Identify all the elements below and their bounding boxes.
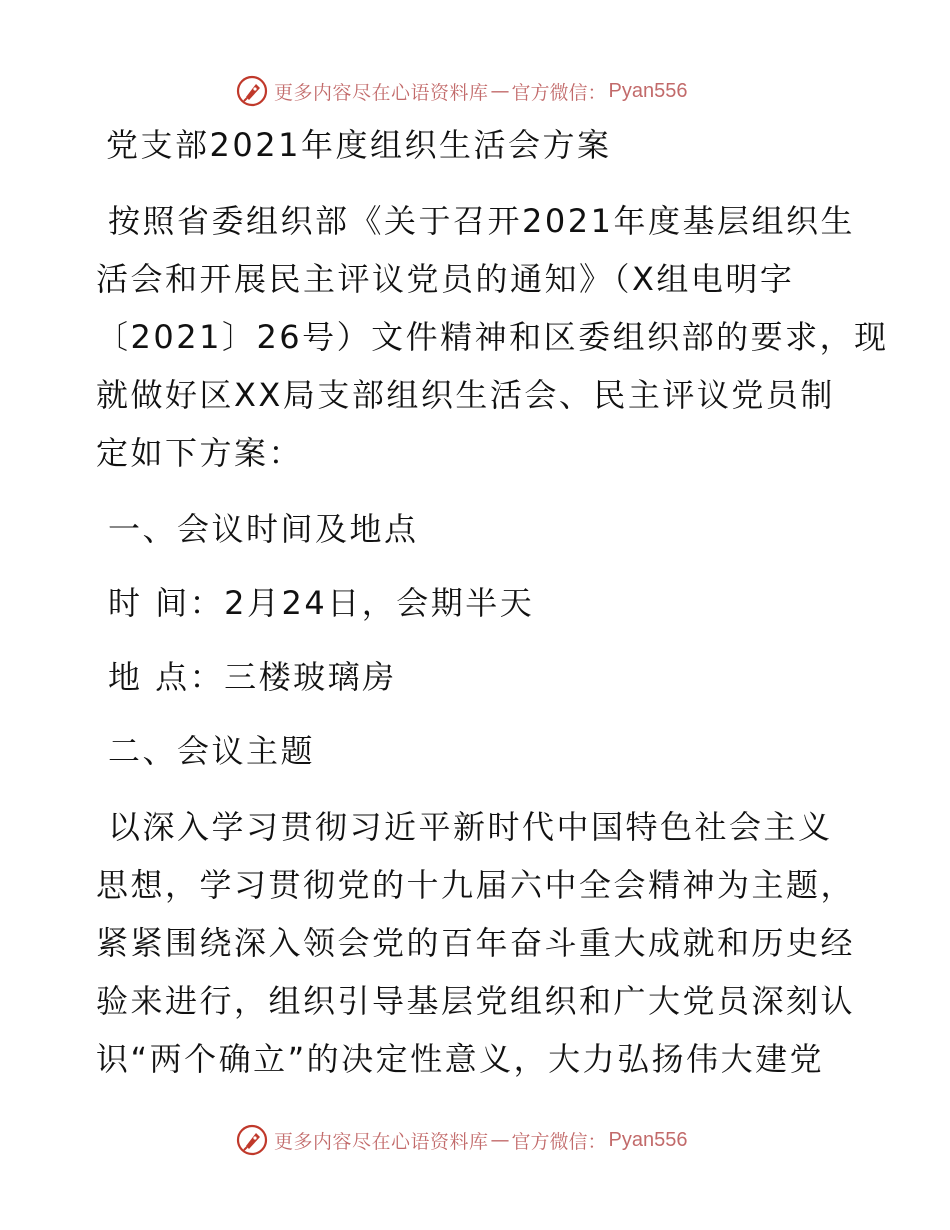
watermark-text: 更多内容尽在心语资料库 xyxy=(274,81,489,104)
watermark-banner-bottom xyxy=(236,1122,688,1158)
intro-line: 定如下方案： xyxy=(96,434,304,472)
body-line: 以深入学习贯彻习近平新时代中国特色社会主义 xyxy=(108,808,833,846)
body-line: 思想，学习贯彻党的十九届六中全会精神为主题， xyxy=(96,866,856,904)
watermark-wechat-label: 官方微信： xyxy=(511,1130,607,1153)
section-heading: 一、会议时间及地点 xyxy=(108,510,419,548)
intro-line: 活会和开展民主评议党员的通知》（X组电明字 xyxy=(96,260,795,298)
section-heading: 二、会议主题 xyxy=(108,732,316,770)
intro-line: 按照省委组织部《关于召开2021年度基层组织生 xyxy=(108,202,855,240)
body-line: 识“两个确立”的决定性意义，大力弘扬伟大建党 xyxy=(96,1040,825,1078)
intro-line: 〔2021〕26号）文件精神和区委组织部的要求，现 xyxy=(96,318,889,356)
pen-nib-logo-icon xyxy=(236,75,268,107)
watermark-wechat-id: Pyan556 xyxy=(608,79,688,102)
watermark-dash: — xyxy=(490,1129,510,1151)
document-title: 党支部2021年度组织生活会方案 xyxy=(106,126,612,164)
watermark-wechat-id: Pyan556 xyxy=(608,1128,688,1151)
meeting-place: 地 点：三楼玻璃房 xyxy=(108,658,397,696)
watermark-wechat-label: 官方微信： xyxy=(511,81,607,104)
body-line: 验来进行，组织引导基层党组织和广大党员深刻认 xyxy=(96,982,856,1020)
pen-nib-logo-icon xyxy=(236,1124,268,1156)
watermark-text: 更多内容尽在心语资料库 xyxy=(274,1130,489,1153)
meeting-time: 时 间：2月24日，会期半天 xyxy=(108,584,535,622)
watermark-dash: — xyxy=(490,80,510,102)
watermark-banner-top xyxy=(236,73,688,109)
intro-line: 就做好区XX局支部组织生活会、民主评议党员制 xyxy=(96,376,835,414)
body-line: 紧紧围绕深入领会党的百年奋斗重大成就和历史经 xyxy=(96,924,856,962)
